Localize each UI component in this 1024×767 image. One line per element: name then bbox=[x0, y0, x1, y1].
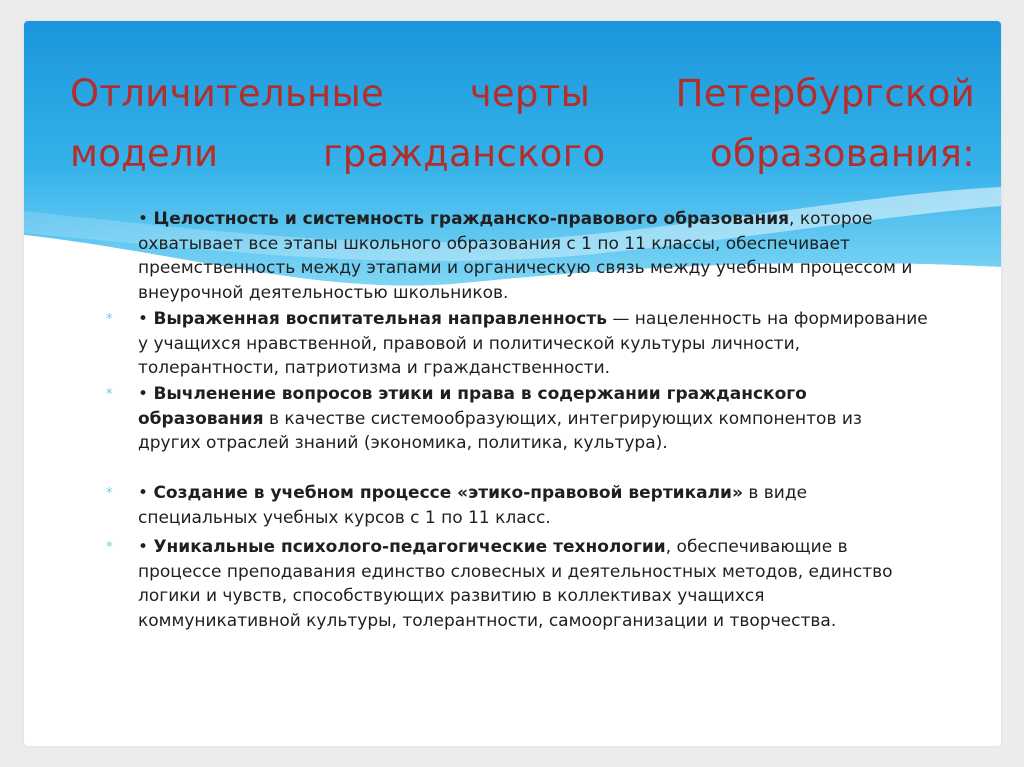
item-text: в виде специальных учебных курсов с 1 по 11 класс. bbox=[138, 483, 808, 528]
item-bold-text: Уникальные психолого-педагогические технологии bbox=[153, 537, 666, 557]
star-bullet-icon: * bbox=[106, 387, 113, 402]
star-bullet-icon: * bbox=[106, 486, 113, 501]
item-text: , обеспечивающие в процессе преподавания единство словесных и деятельностных методов, единство логики и чувств, способствующих развитию в коллективах учащихся коммуникативной культуры, толерантности, самоорганизации и творчества. bbox=[138, 537, 893, 631]
list-item bbox=[106, 382, 928, 456]
title-word: гражданского bbox=[323, 132, 606, 175]
title-word: Петербургской bbox=[675, 72, 975, 115]
dot-bullet: • bbox=[138, 209, 154, 229]
item-bold-text: Целостность и системность гражданско-правового образования bbox=[153, 209, 790, 229]
dot-bullet: • bbox=[138, 309, 154, 329]
item-bold-text: Вычленение вопросов этики и права в содержании гражданского образования bbox=[138, 384, 807, 429]
title-word: черты bbox=[469, 72, 591, 115]
star-bullet-icon: * bbox=[106, 212, 113, 227]
dot-bullet: • bbox=[138, 537, 154, 557]
item-bold-text: Выраженная воспитательная направленность bbox=[153, 309, 607, 329]
item-text: , которое охватывает все этапы школьного образования с 1 по 11 классы, обеспечивает преемственность между этапами и органическую связь между учебным процессом и внеурочной деятельностью школьников. bbox=[138, 209, 913, 303]
star-bullet-icon: * bbox=[106, 540, 113, 555]
list-item bbox=[106, 207, 928, 305]
list-item bbox=[106, 307, 928, 381]
item-bold-text: Создание в учебном процессе «этико-правовой вертикали» bbox=[153, 483, 743, 503]
dot-bullet: • bbox=[138, 384, 154, 404]
list-item bbox=[106, 481, 928, 530]
title-word: образования: bbox=[710, 132, 975, 175]
dot-bullet: • bbox=[138, 483, 154, 503]
bullet-list bbox=[24, 21, 1001, 746]
title-word: Отличительные bbox=[70, 72, 385, 115]
star-bullet-icon: * bbox=[106, 312, 113, 327]
item-text: — нацеленность на формирование у учащихся нравственной, правовой и политической культуры личности, толерантности, патриотизма и гражданственности. bbox=[138, 309, 928, 378]
slide bbox=[24, 21, 1001, 746]
item-text: в качестве системообразующих, интегрирующих компонентов из других отраслей знаний (экономика, политика, культура). bbox=[138, 408, 862, 453]
list-item bbox=[106, 535, 928, 633]
title-word: модели bbox=[70, 132, 219, 175]
